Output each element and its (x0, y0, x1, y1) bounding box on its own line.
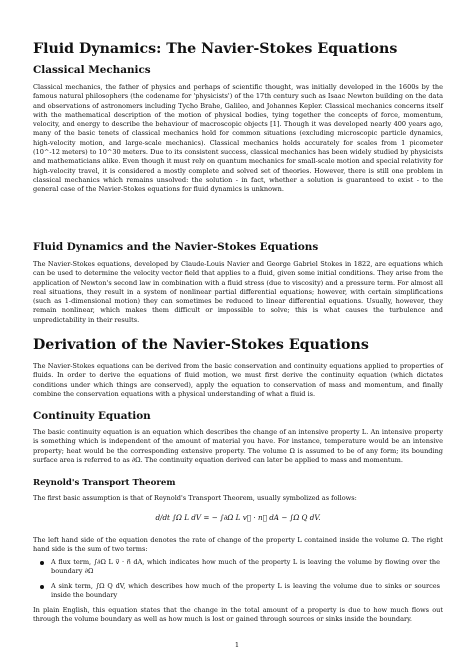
bullet-flux-text: A flux term, ∫∂Ω L v⃗ · n⃗ dA, which indicates how much of the property L is leaving the volume by flowing over the boundary ∂Ω (51, 558, 440, 576)
heading-derivation: Derivation of the Navier-Stokes Equations (33, 337, 369, 353)
heading-reynolds-transport: Reynold's Transport Theorem (33, 478, 176, 488)
bullet-sink-text: A sink term, ∫Ω Q dV, which describes how much of the property L is leaving the volume due to sinks or sources inside the boundary (51, 582, 440, 600)
bullet-flux-term (40, 558, 440, 577)
paragraph-reynolds-closing: In plain English, this equation states that the change in the total amount of a property is due to how much flows out through the volume boundary as well as how much is lost or gained through sources or sinks inside the boundary. (33, 606, 443, 624)
bullet-sink-term (40, 582, 440, 601)
document-title: Fluid Dynamics: The Navier-Stokes Equations (33, 41, 398, 57)
reynolds-equation: d/dt ∫Ω L dV = − ∫∂Ω L v⃗ · n⃗ dA − ∫Ω Q dV. (155, 513, 321, 522)
paragraph-reynolds-intro: The first basic assumption is that of Reynold's Transport Theorem, usually symbolized as follows: (33, 494, 357, 502)
paragraph-fluid-dynamics: The Navier-Stokes equations, developed by Claude-Louis Navier and George Gabriel Stokes in 1822, are equations which can be used to determine the velocity vector field that applies to a fluid, given some initial conditions. They arise from the application of Newton's second law in combination with a fluid stress (due to viscosity) and a pressure term. For almost all real situations, they result in a system of nonlinear partial differential equations; however, with certain simplifications (such as 1-dimensional motion) they can sometimes be reduced to linear differential equations. Usually, however, they remain nonlinear, which makes them difficult or impossible to solve; this is what causes the turbulence and unpredictability in their results. (33, 260, 443, 324)
paragraph-derivation: The Navier-Stokes equations can be derived from the basic conservation and continuity equations applied to properties of fluids. In order to derive the equations of fluid motion, we must first derive the continuity equation (which dictates conditions under which things are conserved), apply the equation to conservation of mass and momentum, and finally combine the conservation equations with a physical understanding of what a fluid is. (33, 362, 443, 398)
paragraph-continuity-equation: The basic continuity equation is an equation which describes the change of an intensive property L. An intensive property is something which is independent of the amount of material you have. For instance, temperature would be an intensive property; heat would be the corresponding extensive property. The volume Ω is assumed to be of any form; its bounding surface area is referred to as ∂Ω. The continuity equation derived can later be applied to mass and momentum. (33, 428, 443, 464)
paragraph-reynolds-after: The left hand side of the equation denotes the rate of change of the property L contained inside the volume Ω. The right hand side is the sum of two terms: (33, 536, 443, 554)
heading-continuity-equation: Continuity Equation (33, 410, 151, 422)
page-number: 1 (234, 641, 240, 649)
bullet-dot (40, 561, 44, 565)
bullet-dot (40, 585, 44, 589)
heading-fluid-dynamics: Fluid Dynamics and the Navier-Stokes Equations (33, 241, 319, 253)
heading-classical-mechanics: Classical Mechanics (33, 64, 151, 76)
paragraph-classical-mechanics: Classical mechanics, the father of physics and perhaps of scientific thought, was initially developed in the 1600s by the famous natural philosophers (the codename for 'physicists') of the 17th century such as Isaac Newton building on the data and observations of astronomers including Tycho Brahe, Galileo, and Johannes Kepler. Classical mechanics concerns itself with the mathematical description of the motion of physical bodies, tying together the concepts of force, momentum, velocity, and energy to describe the behaviour of macroscopic objects [1]. Though it was developed nearly 400 years ago, many of the basic tenets of classical mechanics hold for common situations (excluding microscopic particle dynamics, high-velocity motion, and large-scale mechanics). Classical mechanics holds accurately for scales from 1 picometer (10^-12 meters) to 10^30 meters. Due to its consistent success, classical mechanics has been widely studied by physicists and mathematicians alike. Even though it must rely on quantum mechanics for small-scale motion and special relativity for high-velocity travel, it is considered a mostly complete and solved set of theories. However, there is still one problem in classical mechanics which remains unsolved: the solution - in fact, whether a solution is guaranteed to exist - to the general case of the Navier-Stokes equations for fluid dynamics is unknown. (33, 83, 443, 194)
